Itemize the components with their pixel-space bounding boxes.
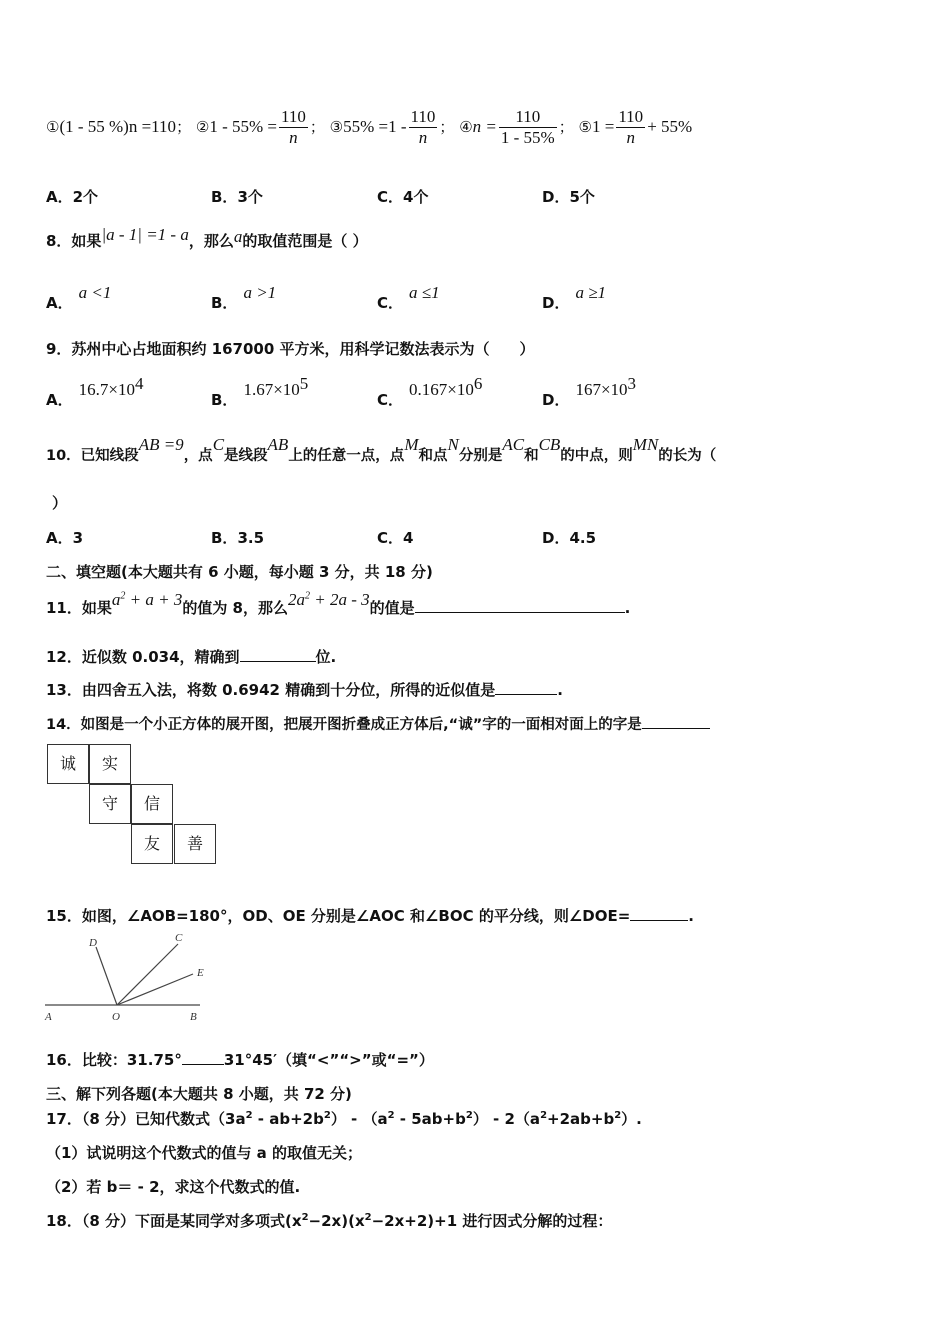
answer-blank[interactable] [630, 906, 688, 921]
q17-sup: 2 [387, 1110, 395, 1121]
q9-stem: 9．苏州中心占地面积约 167000 平方米，用科学记数法表示为（ ） [46, 340, 535, 358]
option-base: 1.67×10 [243, 380, 300, 399]
q10-option-c [377, 527, 413, 548]
eq5-denominator: n [626, 128, 635, 147]
answer-blank[interactable] [415, 598, 625, 613]
eq4-left: n = [472, 117, 497, 136]
option-text: 4 [403, 529, 414, 547]
q10-text: ，点 [183, 448, 213, 464]
expr-part: 2a [288, 590, 305, 609]
eq2-fraction [279, 107, 308, 148]
q18-text: −2x+2)+1 进行因式分解的过程： [371, 1212, 613, 1230]
option-key: C． [377, 294, 404, 312]
option-text: 4.5 [569, 529, 597, 547]
q17-text: ）. [621, 1110, 642, 1128]
answer-blank[interactable] [240, 647, 316, 662]
q16-text: 31°45′（填“<”“>”或“=”） [223, 1051, 434, 1069]
ray-oc [117, 944, 178, 1005]
ray-od [96, 947, 117, 1005]
expr-part: + 2a - 3 [310, 590, 370, 609]
q10-math: N [447, 435, 459, 454]
expr-part: a [111, 590, 121, 609]
ray-oe [117, 974, 193, 1005]
cube-face-shan: 善 [174, 824, 216, 864]
q18-text: 18．（8 分）下面是某同学对多项式(x [46, 1212, 302, 1230]
eq2-left: 1 - 55% = [209, 117, 277, 136]
q11-stem [46, 590, 631, 618]
q11-text: 的值为 8，那么 [182, 599, 288, 617]
q11-expr2 [288, 590, 370, 609]
eq2-denominator: n [289, 128, 298, 147]
eq4-denominator: 1 - 55% [500, 128, 555, 147]
q12-text: 12．近似数 0.034，精确到 [46, 648, 240, 666]
q9-option-a [46, 374, 144, 409]
q8-stem [46, 225, 368, 251]
q8-variable: a [233, 227, 243, 246]
q12-stem [46, 646, 336, 667]
q10-math: C [212, 435, 225, 454]
q17-sup: 2 [323, 1110, 331, 1121]
expr-sup: 2 [120, 590, 126, 602]
angle-diagram [40, 930, 220, 1025]
separator: ； [558, 118, 574, 136]
expr-sup: 2 [305, 590, 310, 602]
separator: ； [176, 118, 192, 136]
q10-math: MN [632, 435, 659, 454]
option-key: B． [211, 294, 238, 312]
q10-option-a [46, 527, 83, 548]
option-key: C． [377, 188, 404, 206]
q10-math: AB [267, 435, 289, 454]
q10-text: 上的任意一点，点 [288, 448, 405, 464]
q17-sup: 2 [540, 1110, 548, 1121]
q8-prefix: 8．如果 [46, 232, 102, 250]
q17-text: +2ab+b [547, 1110, 615, 1128]
eq1-expression: (1 - 55 %)n =110 [59, 117, 177, 136]
q10-text: 分别是 [458, 448, 503, 464]
option-text: 3 [72, 529, 84, 547]
eq3-marker: ③ [329, 118, 344, 136]
q17-part-1: （1）试说明这个代数式的值与 a 的取值无关； [46, 1144, 363, 1162]
q16-text: 16．比较：31.75° [46, 1051, 182, 1069]
label-c: C [175, 932, 183, 944]
q7-option-a [46, 186, 98, 207]
q8-option-d [542, 282, 607, 312]
q18-stem [46, 1210, 612, 1231]
q10-option-d [542, 527, 596, 548]
option-base: 167×10 [575, 380, 628, 399]
option-key: A． [46, 391, 73, 409]
q15-end: . [688, 907, 694, 925]
q10-math: CB [538, 435, 561, 454]
q7-option-d [542, 186, 595, 207]
option-exponent: 3 [627, 374, 637, 393]
q18-sup: 2 [364, 1212, 372, 1223]
q8-expression: |a - 1| =1 - a [101, 225, 189, 244]
q11-text: 11．如果 [46, 599, 112, 617]
option-text: 5个 [569, 188, 595, 206]
q7-option-c [377, 186, 428, 207]
option-key: A． [46, 294, 73, 312]
separator: ； [309, 118, 325, 136]
eq3-left: 55% =1 - [343, 117, 407, 136]
q17-sup: 2 [465, 1110, 473, 1121]
answer-blank[interactable] [182, 1050, 224, 1065]
label-e: E [197, 967, 204, 979]
q10-math: AB =9 [138, 435, 184, 454]
q17-stem [46, 1108, 642, 1129]
q10-text: 的中点，则 [560, 448, 633, 464]
q10-text: 的长为（ [658, 448, 717, 464]
q10-stem [46, 435, 717, 465]
eq5-marker: ⑤ [578, 118, 592, 136]
q17-text: - 5ab+b [394, 1110, 466, 1128]
option-text: 4个 [403, 188, 429, 206]
q18-sup: 2 [301, 1212, 309, 1223]
q17-sup: 2 [245, 1110, 253, 1121]
q11-expr1 [112, 590, 182, 609]
option-text: a <1 [78, 283, 112, 302]
q9-option-c [377, 374, 483, 409]
option-key: C． [377, 391, 404, 409]
q10-math: AC [502, 435, 525, 454]
eq2-numerator: 110 [280, 107, 306, 126]
option-key: D． [542, 391, 570, 409]
q10-text: 和 [524, 448, 539, 464]
eq4-marker: ④ [459, 118, 473, 136]
eq5-fraction [616, 107, 645, 148]
option-key: D． [542, 529, 570, 547]
q18-text: −2x)(x [308, 1212, 365, 1230]
eq5-right: + 55% [647, 117, 693, 136]
q15-text: 15．如图，∠AOB=180°，OD、OE 分别是∠AOC 和∠BOC 的平分线，则∠DOE= [46, 907, 631, 925]
eq1-marker: ① [46, 118, 60, 136]
option-text: 3个 [237, 188, 263, 206]
option-base: 0.167×10 [409, 380, 474, 399]
eq3-denominator: n [418, 128, 428, 147]
eq3-numerator: 110 [410, 107, 436, 126]
option-key: B． [211, 188, 238, 206]
option-exponent: 5 [299, 374, 309, 393]
eq4-fraction [499, 107, 557, 148]
option-key: A． [46, 529, 73, 547]
option-key: D． [542, 188, 570, 206]
label-a: A [45, 1011, 52, 1023]
eq4-numerator: 110 [499, 107, 557, 128]
option-key: A． [46, 188, 73, 206]
option-text: a >1 [243, 283, 277, 302]
q10-math: M [404, 435, 419, 454]
q7-option-b [211, 186, 263, 207]
option-base: 16.7×10 [78, 380, 135, 399]
q17-text: ） - 2（a [472, 1110, 541, 1128]
q11-text: 的值是 [369, 599, 415, 617]
q10-text: 10．已知线段 [46, 448, 139, 464]
cube-face-you: 友 [131, 824, 173, 864]
option-exponent: 6 [473, 374, 483, 393]
q10-text: 是线段 [224, 448, 268, 464]
answer-blank[interactable] [495, 680, 557, 695]
q8-option-a [46, 282, 112, 312]
eq5-numerator: 110 [618, 107, 644, 126]
q17-sup: 2 [614, 1110, 622, 1121]
q9-option-b [211, 374, 309, 409]
option-key: C． [377, 529, 404, 547]
eq3-fraction [409, 107, 438, 148]
option-key: B． [211, 529, 238, 547]
answer-blank[interactable] [642, 714, 710, 729]
q9-option-d [542, 374, 637, 409]
expr-part: + a + 3 [125, 590, 183, 609]
q11-end: . [624, 599, 631, 617]
section-2-heading: 二、填空题(本大题共有 6 小题，每小题 3 分，共 18 分) [46, 563, 433, 581]
option-key: B． [211, 391, 238, 409]
label-o: O [112, 1011, 120, 1023]
q14-stem [46, 713, 710, 734]
q8-option-b [211, 282, 277, 312]
q10-close-paren: ） [52, 494, 68, 512]
q7-equations [46, 102, 692, 152]
section-3-heading: 三、解下列各题(本大题共 8 小题，共 72 分) [46, 1085, 352, 1103]
q17-text: ） - （a [330, 1110, 388, 1128]
q10-option-b [211, 527, 264, 548]
label-b: B [190, 1011, 197, 1023]
option-exponent: 4 [134, 374, 144, 393]
option-key: D． [542, 294, 570, 312]
eq2-marker: ② [195, 118, 210, 136]
q13-end: . [557, 681, 563, 699]
q12-end: 位. [315, 648, 337, 666]
label-d: D [89, 937, 97, 949]
q8-option-c [377, 282, 440, 312]
q8-middle: ，那么 [188, 232, 234, 250]
q10-text: 和点 [418, 448, 448, 464]
q14-text: 14．如图是一个小正方体的展开图，把展开图折叠成正方体后,“诚”字的一面相对面上的字是 [46, 717, 642, 733]
cube-face-cheng: 诚 [47, 744, 89, 784]
q8-suffix: 的取值范围是（ ） [242, 232, 368, 250]
cube-face-xin: 信 [131, 784, 173, 824]
cube-face-shou: 守 [89, 784, 131, 824]
eq5-left: 1 = [591, 117, 615, 136]
q15-stem [46, 905, 694, 926]
q17-text: - ab+2b [252, 1110, 324, 1128]
q17-text: 17．（8 分）已知代数式（3a [46, 1110, 246, 1128]
separator: ； [439, 118, 455, 136]
cube-face-shi: 实 [89, 744, 131, 784]
option-text: 2个 [72, 188, 99, 206]
q17-part-2: （2）若 b＝ - 2，求这个代数式的值. [46, 1178, 301, 1196]
q13-stem [46, 679, 563, 700]
option-text: 3.5 [237, 529, 265, 547]
option-text: a ≤1 [409, 283, 440, 302]
option-text: a ≥1 [575, 283, 607, 302]
q16-stem [46, 1049, 434, 1070]
q13-text: 13．由四舍五入法，将数 0.6942 精确到十分位，所得的近似值是 [46, 681, 496, 699]
